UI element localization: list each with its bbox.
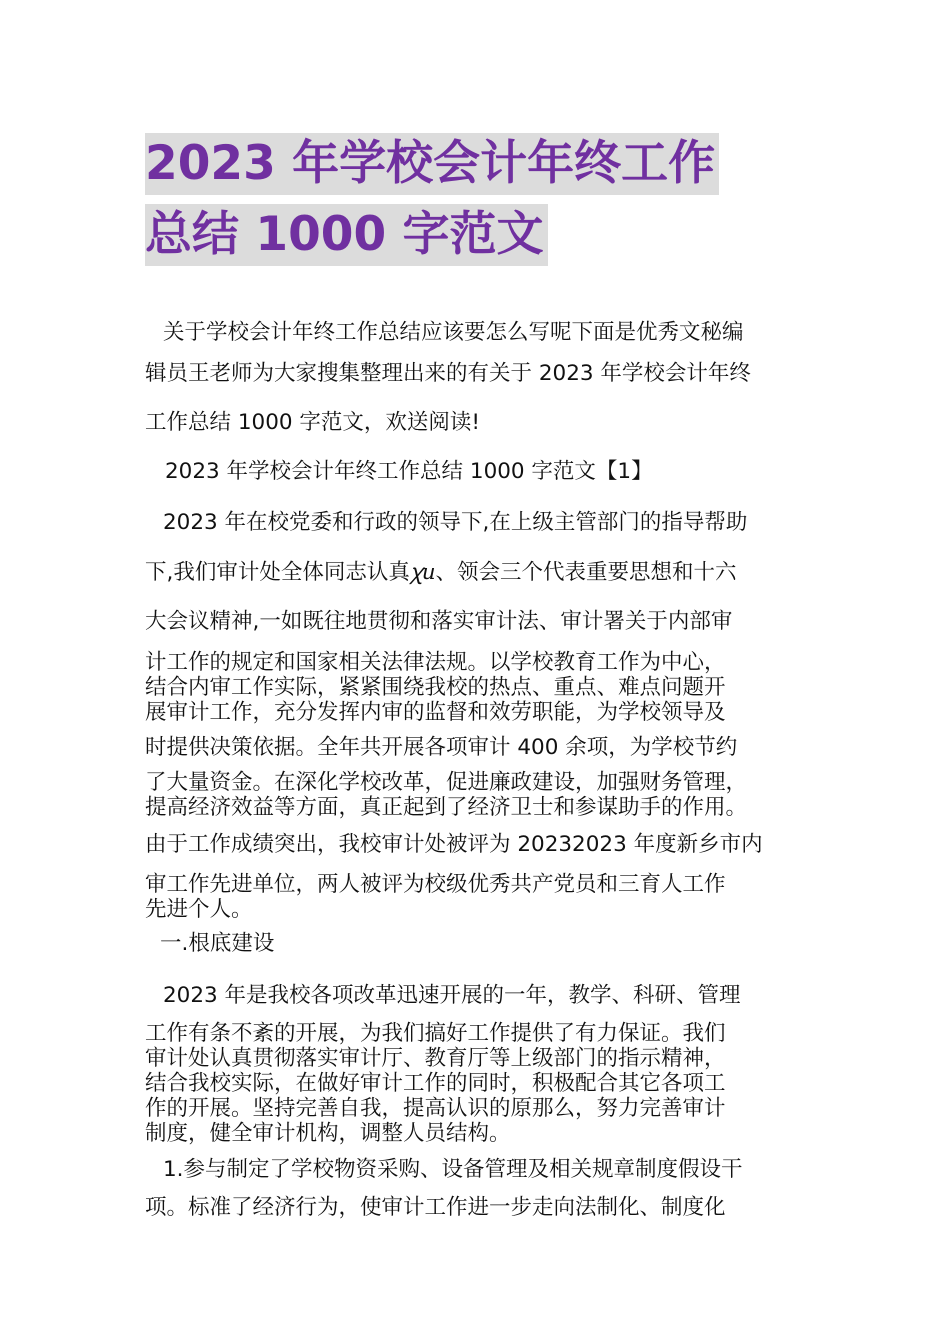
garbled-glyph: ꭓи [409,560,436,585]
body-line: 2023 年在校党委和行政的领导下,在上级主管部门的指导帮助 [163,510,748,535]
body-line: 审工作先进单位，两人被评为校级优秀共产党员和三育人工作 [145,872,726,897]
title-line-2: 总结 1000 字范文 [145,204,548,266]
body-line: 由于工作成绩突出，我校审计处被评为 20232023 年度新乡市内 [145,832,763,857]
body-line: 制度，健全审计机构，调整人员结构。 [145,1121,511,1146]
body-line: 下,我们审计处全体同志认真ꭓи、领会三个代表重要思想和十六 [145,560,737,585]
body-line: 工作有条不紊的开展，为我们搞好工作提供了有力保证。我们 [145,1021,726,1046]
title-line-1: 2023 年学校会计年终工作 [145,133,719,195]
body-line: 辑员王老师为大家搜集整理出来的有关于 2023 年学校会计年终 [145,361,751,386]
body-line: 大会议精神,一如既往地贯彻和落实审计法、审计署关于内部审 [145,609,733,634]
body-line: 结合内审工作实际，紧紧围绕我校的热点、重点、难点问题开 [145,675,726,700]
body-line: 审计处认真贯彻落实审计厅、教育厅等上级部门的指示精神， [145,1046,726,1071]
body-line: 展审计工作，充分发挥内审的监督和效劳职能，为学校领导及 [145,700,726,725]
section-heading: 2023 年学校会计年终工作总结 1000 字范文【1】 [165,459,653,484]
body-line: 项。标准了经济行为，使审计工作进一步走向法制化、制度化 [145,1195,726,1220]
body-line: 关于学校会计年终工作总结应该要怎么写呢下面是优秀文秘编 [163,320,744,345]
body-line: 时提供决策依据。全年共开展各项审计 400 余项，为学校节约 [145,735,738,760]
body-line: 2023 年是我校各项改革迅速开展的一年，教学、科研、管理 [163,983,741,1008]
body-line: 结合我校实际，在做好审计工作的同时，积极配合其它各项工 [145,1071,726,1096]
body-line: 计工作的规定和国家相关法律法规。以学校教育工作为中心， [145,650,726,675]
body-line: 先进个人。 [145,897,253,922]
section-heading: 一.根底建设 [160,931,275,956]
body-line: 提高经济效益等方面，真正起到了经济卫士和参谋助手的作用。 [145,795,748,820]
body-line: 作的开展。坚持完善自我，提高认识的原那么，努力完善审计 [145,1096,726,1121]
body-line: 1.参与制定了学校物资采购、设备管理及相关规章制度假设干 [163,1157,743,1182]
body-line: 了大量资金。在深化学校改革，促进廉政建设，加强财务管理， [145,770,748,795]
body-line: 工作总结 1000 字范文，欢送阅读! [145,410,481,435]
